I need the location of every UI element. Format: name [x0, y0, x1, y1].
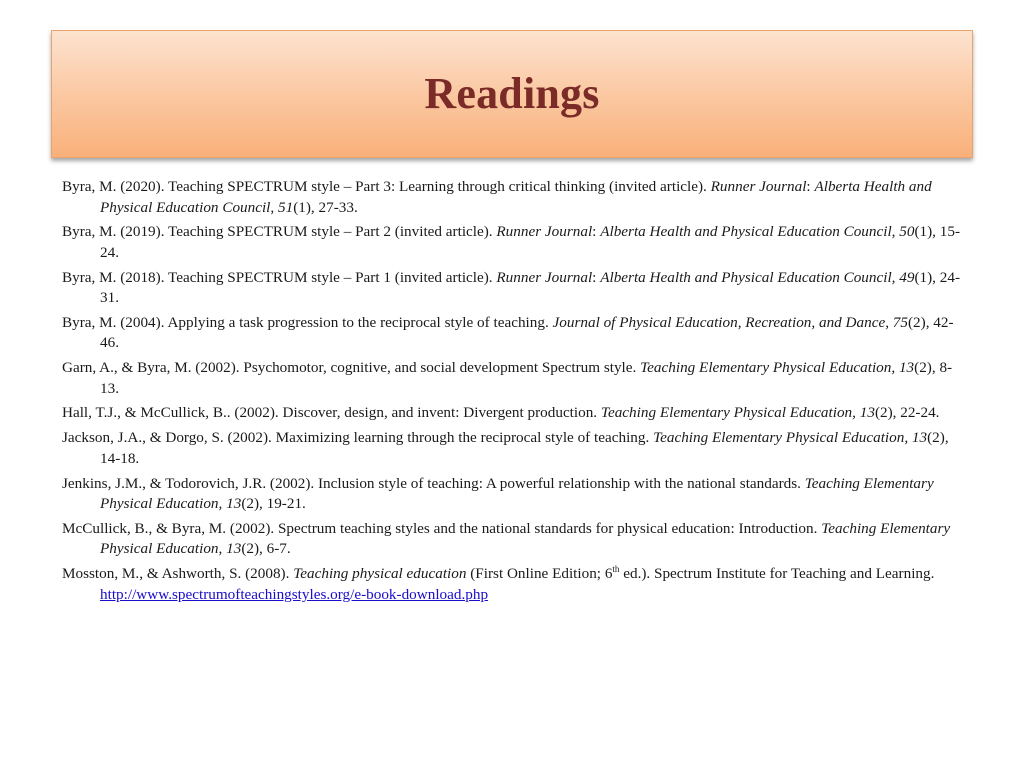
- ref-journal: Teaching Elementary Physical Education, 13: [600, 404, 875, 422]
- ref-article-title: Psychomotor, cognitive, and social development Spectrum style.: [243, 359, 641, 377]
- ref-journal: Runner Journal: [710, 178, 807, 195]
- reference-item-byra-2019: [62, 222, 966, 263]
- ref-issue-pages: (2), 6-7.: [241, 540, 291, 558]
- ref-issue-pages: (2), 22-24.: [874, 404, 940, 422]
- ref-article-title: Inclusion style of teaching: A powerful relationship with the national standards.: [318, 474, 805, 492]
- ebook-download-link[interactable]: http://www.spectrumofteachingstyles.org/e-book-download.php: [100, 585, 489, 603]
- ref-author-date: Garn, A., & Byra, M. (2002).: [62, 359, 244, 377]
- ref-issue-pages: (1), 15-24.: [100, 223, 961, 261]
- ref-author-date: Jenkins, J.M., & Todorovich, J.R. (2002).: [62, 474, 318, 492]
- ref-separator: :: [592, 223, 601, 241]
- ref-journal: Runner Journal: [496, 223, 593, 241]
- ref-journal: Teaching Elementary Physical Education, 13: [653, 429, 928, 447]
- ref-issue-pages: (2), 42-46.: [100, 313, 954, 352]
- reference-list: [62, 177, 966, 609]
- reference-item-jackson-2002: [62, 428, 966, 469]
- ref-author-date: McCullick, B., & Byra, M. (2002).: [62, 519, 278, 537]
- ref-journal: Runner Journal: [496, 268, 593, 286]
- ref-edition-post: ed.). Spectrum Institute for Teaching and Learning.: [619, 565, 935, 583]
- ref-journal-sub: Alberta Health and Physical Education Council, 49: [600, 268, 915, 286]
- ref-volume-separator: ,: [270, 198, 279, 216]
- ref-edition-sup: th: [612, 564, 620, 575]
- title-banner: [51, 30, 973, 158]
- ref-separator: :: [592, 268, 601, 286]
- ref-edition-pre: (First Online Edition; 6: [466, 565, 613, 583]
- ref-author-date: Jackson, J.A., & Dorgo, S. (2002).: [62, 429, 276, 447]
- ref-author-date: Byra, M. (2020).: [62, 178, 169, 195]
- ref-journal-sub: Alberta Health and Physical Education Council: [100, 178, 932, 216]
- ref-article-title: Maximizing learning through the reciprocal style of teaching.: [275, 429, 654, 447]
- ref-author-date: Mosston, M., & Ashworth, S. (2008).: [62, 565, 294, 583]
- ref-journal-sub: Alberta Health and Physical Education Council, 50: [600, 223, 915, 241]
- reference-item-mccullick-2002: [62, 519, 966, 560]
- ref-article-title: Teaching SPECTRUM style – Part 3: Learning through critical thinking (invited article).: [168, 178, 711, 195]
- ref-journal: Teaching Elementary Physical Education, 13: [100, 519, 951, 558]
- reference-item-garn-2002: [62, 358, 966, 399]
- reference-item-byra-2004: [62, 313, 966, 354]
- reference-item-mosston-2008: [62, 564, 966, 605]
- reference-item-jenkins-2002: [62, 474, 966, 515]
- ref-journal: Teaching Elementary Physical Education, 13: [640, 359, 915, 377]
- ref-author-date: Byra, M. (2018).: [62, 268, 169, 286]
- ref-volume: 51: [278, 198, 294, 216]
- ref-issue-pages: (1), 24-31.: [100, 268, 961, 307]
- ref-author-date: Hall, T.J., & McCullick, B.. (2002).: [62, 404, 283, 422]
- ref-separator: :: [806, 178, 815, 195]
- reference-item-hall-2002: [62, 403, 966, 424]
- ref-author-date: Byra, M. (2019).: [62, 223, 169, 241]
- ref-book-title: Teaching physical education: [293, 565, 467, 583]
- ref-journal: Journal of Physical Education, Recreation, and Dance, 75: [552, 313, 908, 331]
- page-title: Readings: [424, 68, 600, 118]
- ref-article-title: Spectrum teaching styles and the national standards for physical education: Introduction.: [277, 519, 822, 537]
- reference-item-byra-2020: [62, 177, 966, 218]
- ref-issue-pages: (2), 8-13.: [100, 359, 953, 397]
- ref-author-date: Byra, M. (2004).: [62, 313, 168, 331]
- ref-article-title: Teaching SPECTRUM style – Part 2 (invited article).: [168, 223, 497, 241]
- ref-issue-pages: (1), 27-33.: [293, 198, 358, 216]
- ref-article-title: Applying a task progression to the reciprocal style of teaching.: [167, 313, 553, 331]
- reference-item-byra-2018: [62, 268, 966, 309]
- ref-article-title: Discover, design, and invent: Divergent production.: [282, 404, 601, 422]
- ref-issue-pages: (2), 14-18.: [100, 429, 949, 467]
- ref-journal: Teaching Elementary Physical Education, 13: [100, 474, 934, 513]
- ref-issue-pages: (2), 19-21.: [241, 495, 306, 513]
- ref-article-title: Teaching SPECTRUM style – Part 1 (invited article).: [168, 268, 497, 286]
